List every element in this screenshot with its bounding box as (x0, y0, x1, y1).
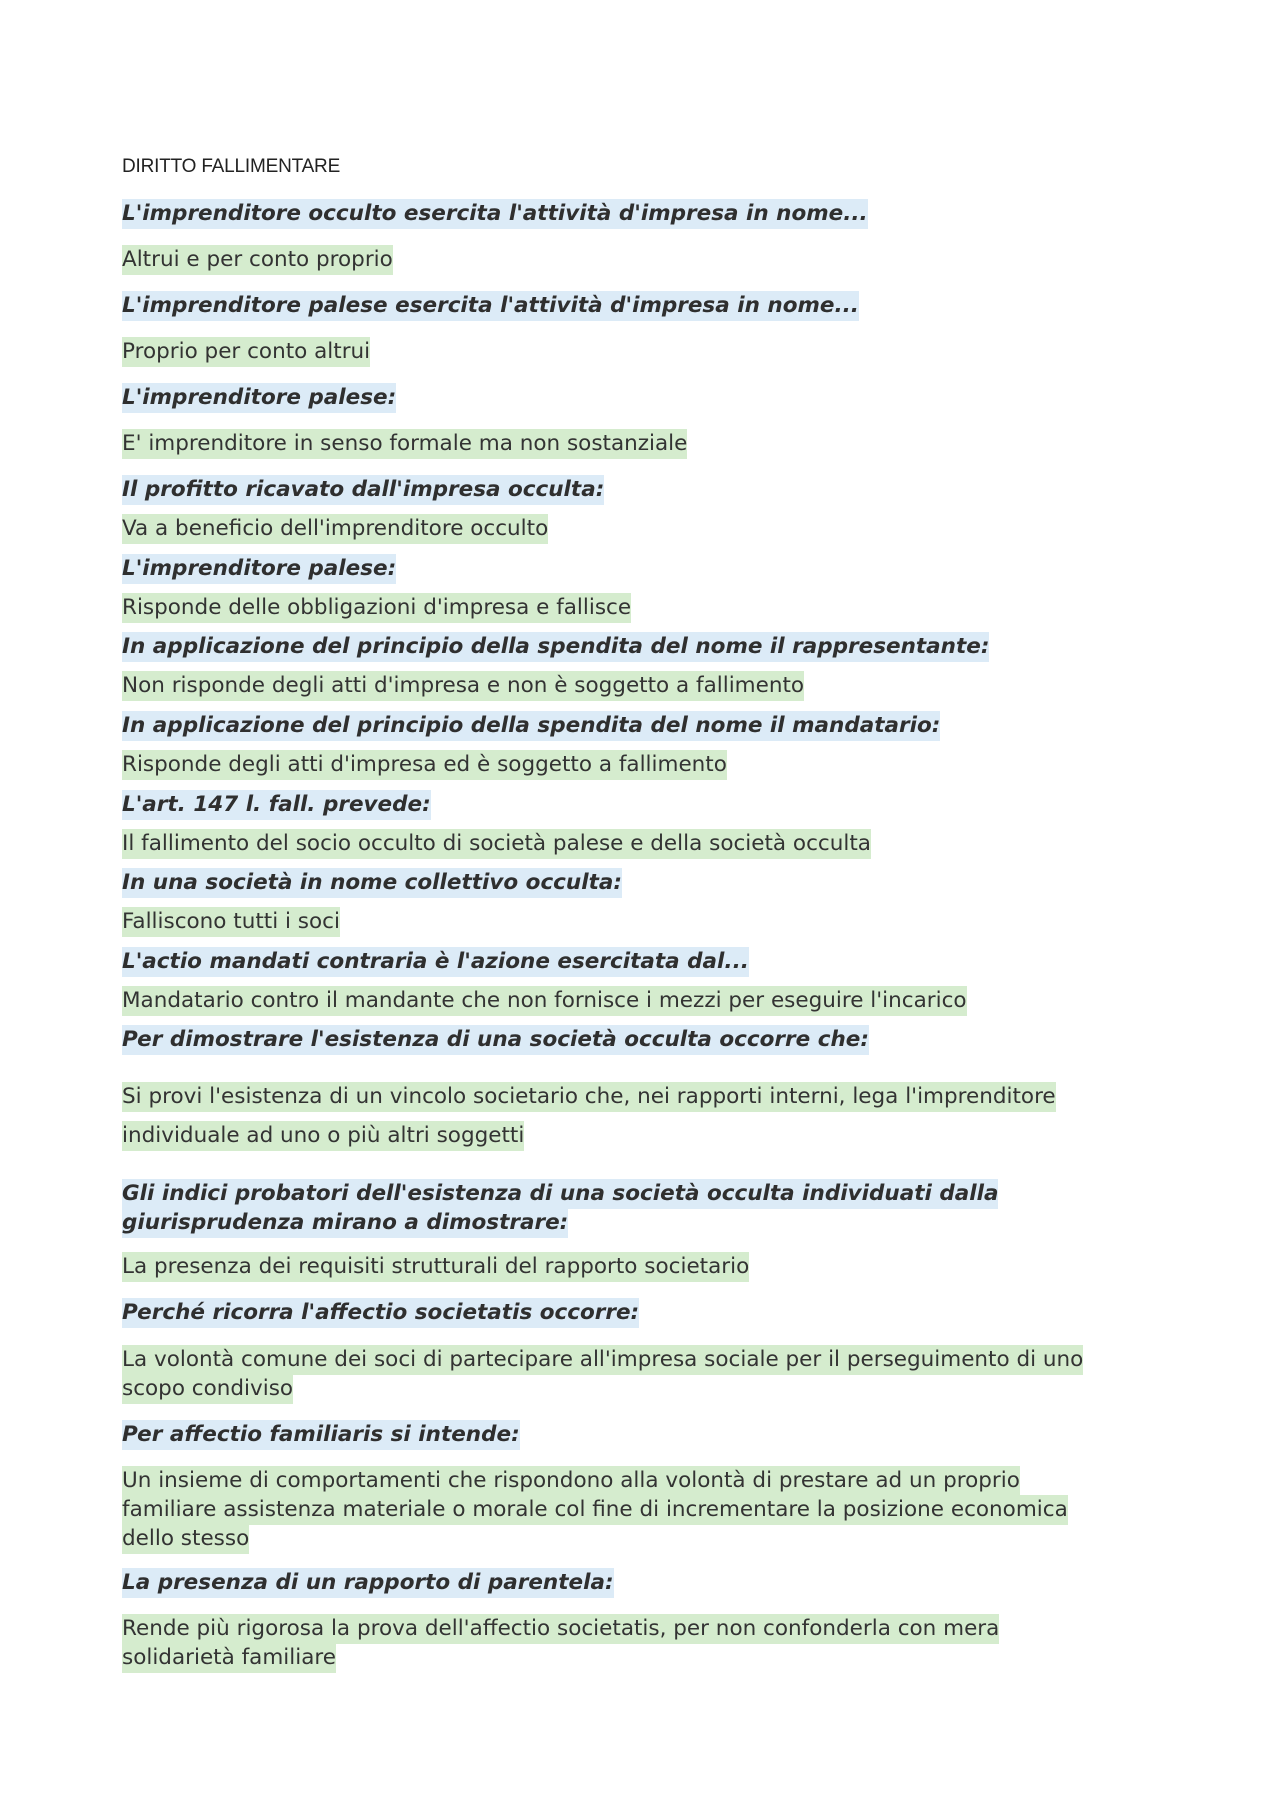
answer-text: individuale ad uno o più altri soggetti (122, 1121, 524, 1151)
question-line (122, 199, 868, 228)
question-line (122, 475, 604, 504)
answer-text: scopo condiviso (122, 1374, 293, 1404)
answer-line (122, 829, 871, 858)
answer-line (122, 1614, 999, 1643)
question-line (122, 554, 396, 583)
question-line (122, 291, 859, 320)
answer-line (122, 593, 631, 622)
question-line (122, 868, 622, 897)
answer-text: Un insieme di comportamenti che rispondono alla volontà di prestare ad un proprio (122, 1466, 1020, 1496)
question-line (122, 383, 396, 412)
question-text: In applicazione del principio della spendita del nome il mandatario: (122, 711, 940, 741)
answer-line (122, 514, 548, 543)
question-text: L'imprenditore occulto esercita l'attività d'impresa in nome... (122, 199, 868, 229)
answer-text: La presenza dei requisiti strutturali del rapporto societario (122, 1252, 749, 1282)
question-text: In applicazione del principio della spendita del nome il rappresentante: (122, 632, 989, 662)
question-text: giurisprudenza mirano a dimostrare: (122, 1208, 568, 1238)
answer-text: Mandatario contro il mandante che non fornisce i mezzi per eseguire l'incarico (122, 986, 967, 1016)
answer-text: Non risponde degli atti d'impresa e non è soggetto a fallimento (122, 671, 804, 701)
answer-line (122, 1345, 1083, 1374)
question-text: Gli indici probatori dell'esistenza di una società occulta individuati dalla (122, 1179, 998, 1209)
question-line (122, 790, 431, 819)
answer-text: familiare assistenza materiale o morale col fine di incrementare la posizione economica (122, 1495, 1068, 1525)
answer-text: E' imprenditore in senso formale ma non sostanziale (122, 429, 687, 459)
answer-line (122, 1121, 524, 1150)
answer-text: Rende più rigorosa la prova dell'affectio societatis, per non confonderla con mera (122, 1614, 999, 1644)
answer-line (122, 1082, 1056, 1111)
question-text: La presenza di un rapporto di parentela: (122, 1568, 614, 1598)
document-title: DIRITTO FALLIMENTARE (122, 156, 341, 177)
question-line (122, 632, 989, 661)
question-text: L'imprenditore palese: (122, 383, 396, 413)
question-line (122, 1298, 639, 1327)
question-line (122, 1208, 568, 1237)
question-text: Il profitto ricavato dall'impresa occulta: (122, 475, 604, 505)
question-text: L'imprenditore palese esercita l'attività d'impresa in nome... (122, 291, 859, 321)
answer-text: Risponde degli atti d'impresa ed è soggetto a fallimento (122, 750, 727, 780)
question-line (122, 1025, 869, 1054)
answer-line (122, 671, 804, 700)
question-text: Per affectio familiaris si intende: (122, 1420, 520, 1450)
answer-line (122, 1524, 249, 1553)
answer-line (122, 245, 393, 274)
answer-text: Si provi l'esistenza di un vincolo societario che, nei rapporti interni, lega l'imprenditore (122, 1082, 1056, 1112)
answer-text: Va a beneficio dell'imprenditore occulto (122, 514, 548, 544)
question-line (122, 1179, 998, 1208)
answer-line (122, 1374, 293, 1403)
answer-line (122, 986, 967, 1015)
answer-text: Risponde delle obbligazioni d'impresa e fallisce (122, 593, 631, 623)
question-line (122, 1568, 614, 1597)
answer-line (122, 337, 370, 366)
answer-line (122, 1643, 336, 1672)
answer-line (122, 1495, 1068, 1524)
answer-text: Proprio per conto altrui (122, 337, 370, 367)
question-text: Perché ricorra l'affectio societatis occorre: (122, 1298, 639, 1328)
answer-line (122, 1466, 1020, 1495)
question-text: L'actio mandati contraria è l'azione esercitata dal... (122, 947, 749, 977)
answer-text: Altrui e per conto proprio (122, 245, 393, 275)
answer-text: La volontà comune dei soci di partecipare all'impresa sociale per il perseguimento di uno (122, 1345, 1083, 1375)
answer-text: Falliscono tutti i soci (122, 907, 340, 937)
question-line (122, 711, 940, 740)
question-line (122, 1420, 520, 1449)
question-text: L'imprenditore palese: (122, 554, 396, 584)
question-text: In una società in nome collettivo occulta: (122, 868, 622, 898)
answer-text: solidarietà familiare (122, 1643, 336, 1673)
answer-line (122, 907, 340, 936)
answer-line (122, 429, 687, 458)
answer-line (122, 750, 727, 779)
answer-text: dello stesso (122, 1524, 249, 1554)
answer-text: Il fallimento del socio occulto di società palese e della società occulta (122, 829, 871, 859)
question-text: Per dimostrare l'esistenza di una società occulta occorre che: (122, 1025, 869, 1055)
question-line (122, 947, 749, 976)
answer-line (122, 1252, 749, 1281)
question-text: L'art. 147 l. fall. prevede: (122, 790, 431, 820)
